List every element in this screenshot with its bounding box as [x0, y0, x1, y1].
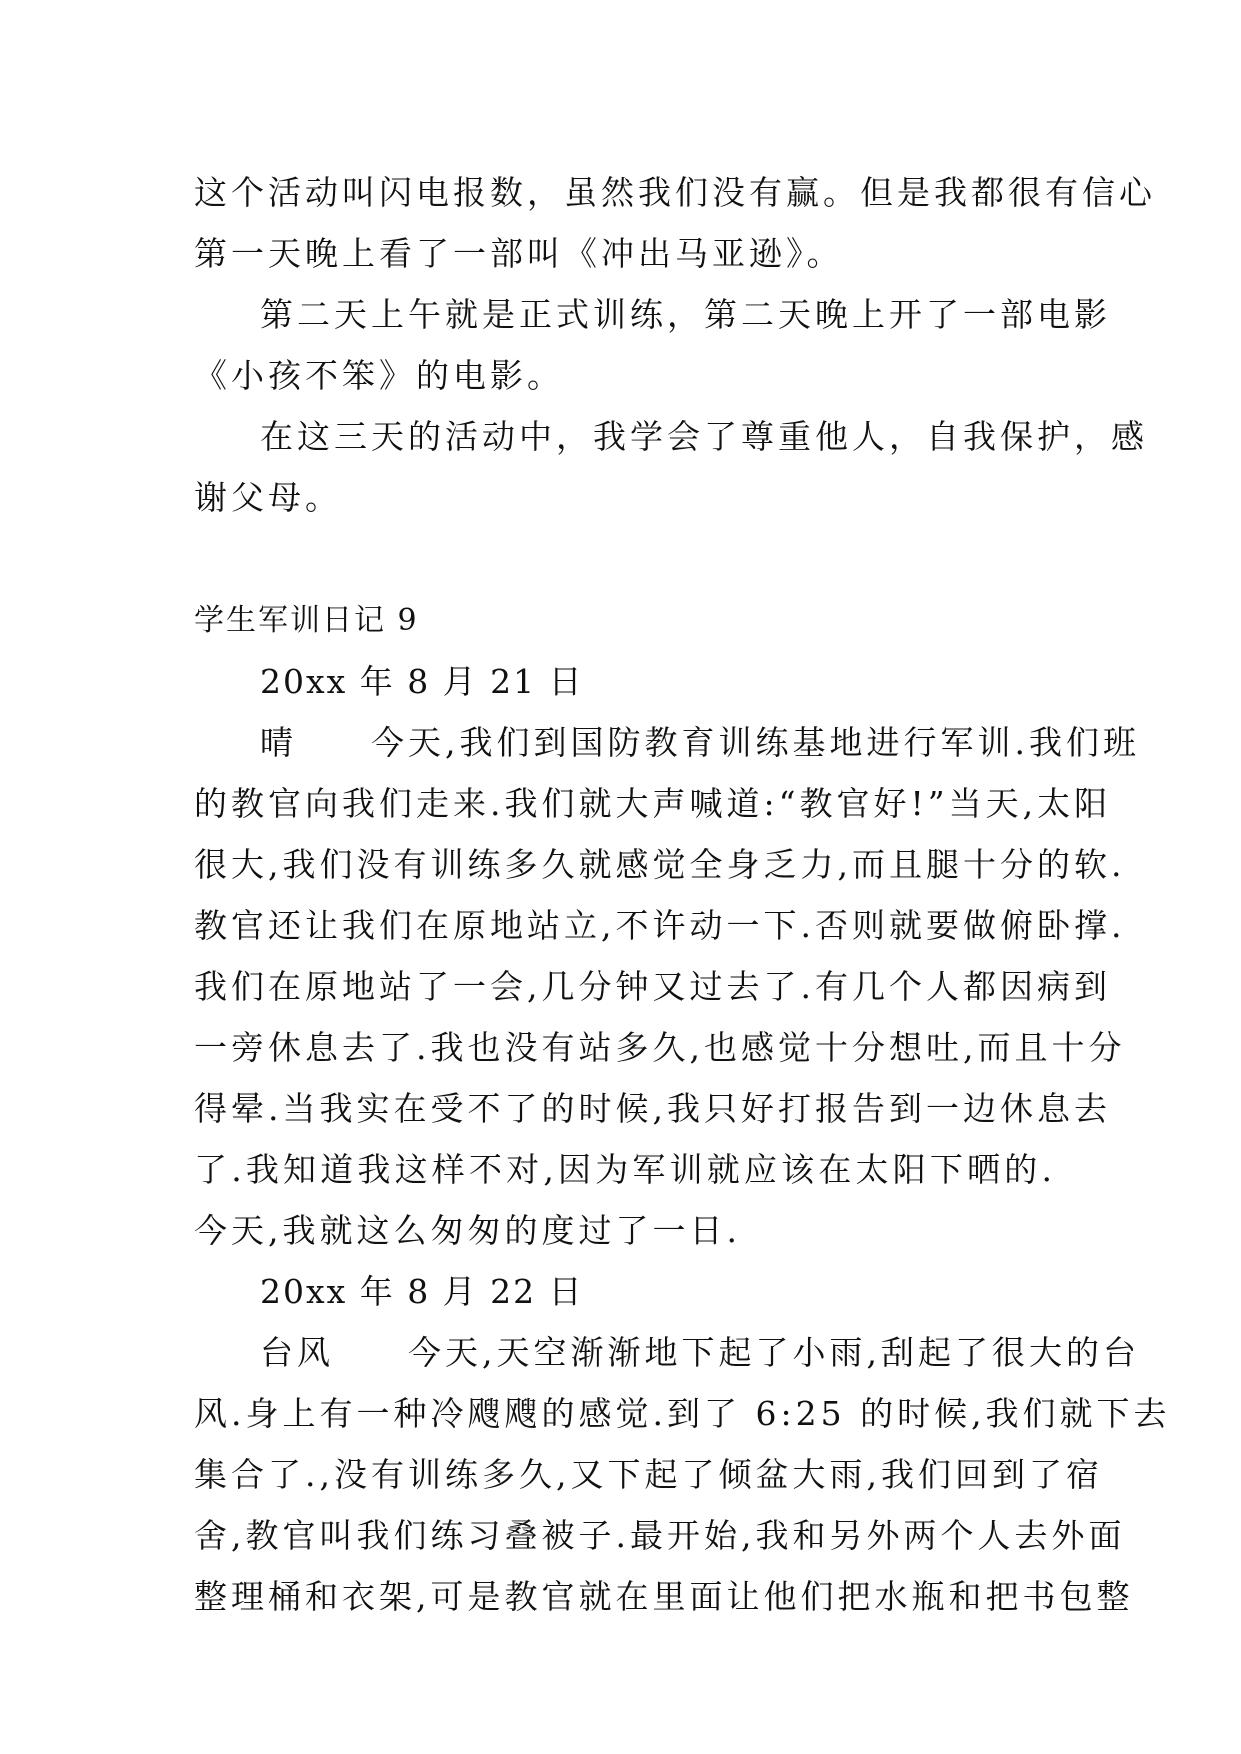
text-line: 第二天上午就是正式训练，第二天晚上开了一部电影	[260, 295, 1111, 334]
text-line: 很大,我们没有训练多久就感觉全身乏力,而且腿十分的软.	[194, 845, 1126, 884]
text-line: 在这三天的活动中，我学会了尊重他人，自我保护，感	[260, 417, 1148, 456]
text-line: 今天,我就这么匆匆的度过了一日.	[194, 1211, 741, 1250]
text-line: 教官还让我们在原地站立,不许动一下.否则就要做俯卧撑.	[194, 906, 1126, 945]
document-body	[194, 162, 1171, 1627]
text-line: 得晕.当我实在受不了的时候,我只好打报告到一边休息去	[194, 1089, 1111, 1128]
paragraph-gap	[194, 528, 1056, 590]
text-line: 第一天晚上看了一部叫《冲出马亚逊》。	[194, 234, 844, 273]
text-line: 整理桶和衣架,可是教官就在里面让他们把水瓶和把书包整	[194, 1577, 1134, 1616]
text-line: 舍,教官叫我们练习叠被子.最开始,我和另外两个人去外面	[194, 1516, 1126, 1555]
text-line: 《小孩不笨》的电影。	[194, 356, 564, 395]
text-line: 风.身上有一种冷飕飕的感觉.到了 6:25 的时候,我们就下去	[194, 1394, 1171, 1433]
section-heading: 学生军训日记 9	[194, 603, 419, 638]
text-line: 一旁休息去了.我也没有站多久,也感觉十分想吐,而且十分	[194, 1028, 1126, 1067]
text-line: 集合了.,没有训练多久,又下起了倾盆大雨,我们回到了宿	[194, 1455, 1103, 1494]
text-line: 晴 今天,我们到国防教育训练基地进行军训.我们班	[260, 723, 1140, 762]
diary-date: 20xx 年 8 月 22 日	[260, 1272, 584, 1311]
text-line: 了.我知道我这样不对,因为军训就应该在太阳下晒的.	[194, 1150, 1056, 1189]
text-line: 这个活动叫闪电报数，虽然我们没有赢。但是我都很有信心	[194, 173, 1156, 212]
text-line: 台风 今天,天空渐渐地下起了小雨,刮起了很大的台	[260, 1333, 1140, 1372]
text-line: 的教官向我们走来.我们就大声喊道:“教官好!”当天,太阳	[194, 784, 1112, 823]
text-line: 我们在原地站了一会,几分钟又过去了.有几个人都因病到	[194, 967, 1111, 1006]
diary-date: 20xx 年 8 月 21 日	[260, 662, 584, 701]
text-line: 谢父母。	[194, 478, 342, 517]
